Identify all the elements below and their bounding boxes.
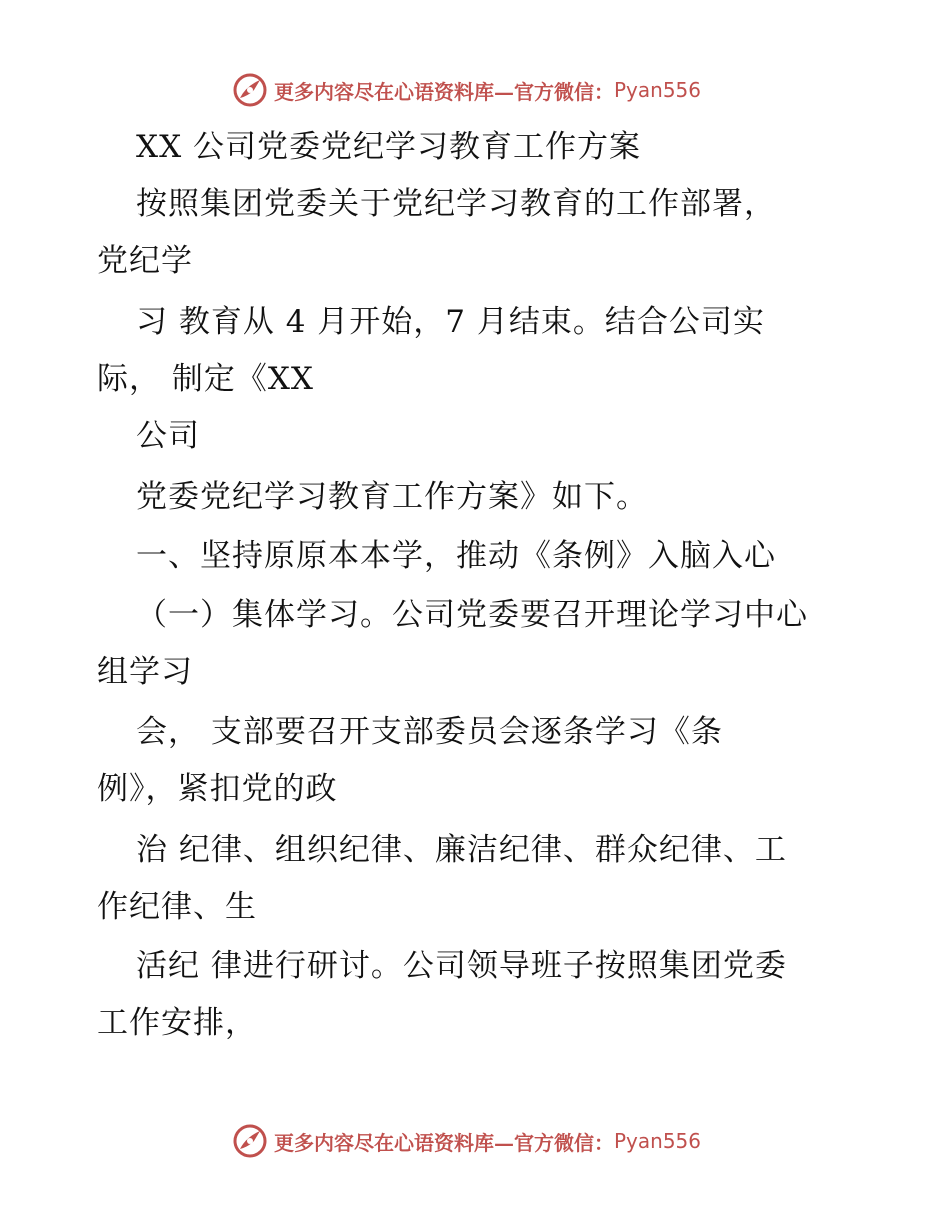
watermark-wechat-id: Pyan556	[614, 78, 702, 102]
watermark-wechat-id: Pyan556	[614, 1129, 702, 1153]
text-line: 作纪律、生	[97, 889, 257, 925]
header-watermark-banner	[232, 70, 701, 110]
footer-watermark-banner	[232, 1121, 701, 1161]
text-line: 会， 支部要召开支部委员会逐条学习《条	[136, 714, 723, 750]
text-line: 工作安排，	[97, 1005, 257, 1041]
document-title: XX 公司党委党纪学习教育工作方案	[136, 129, 641, 165]
text-line: 组学习	[97, 654, 193, 690]
text-line: 活纪 律进行研讨。公司领导班子按照集团党委	[136, 948, 787, 984]
text-line: 例》，紧扣党的政	[97, 771, 338, 807]
text-line: 治 纪律、组织纪律、廉洁纪律、群众纪律、工	[136, 832, 787, 868]
text-line: 际， 制定《XX	[97, 361, 314, 397]
watermark-text: 更多内容尽在心语资料库—官方微信：	[274, 1130, 614, 1155]
text-line: （一）集体学习。公司党委要召开理论学习中心	[136, 597, 808, 633]
pen-logo-icon	[232, 72, 268, 108]
text-line: 习 教育从 4 月开始，7 月结束。结合公司实	[136, 304, 765, 340]
pen-logo-icon	[232, 1123, 268, 1159]
text-line: 党委党纪学习教育工作方案》如下。	[136, 479, 648, 515]
text-line: 党纪学	[97, 243, 193, 279]
section-heading: 一、坚持原原本本学，推动《条例》入脑入心	[136, 538, 776, 574]
watermark-text: 更多内容尽在心语资料库—官方微信：	[274, 79, 614, 104]
text-line: 公司	[136, 418, 200, 454]
text-line: 按照集团党委关于党纪学习教育的工作部署，	[136, 186, 776, 222]
